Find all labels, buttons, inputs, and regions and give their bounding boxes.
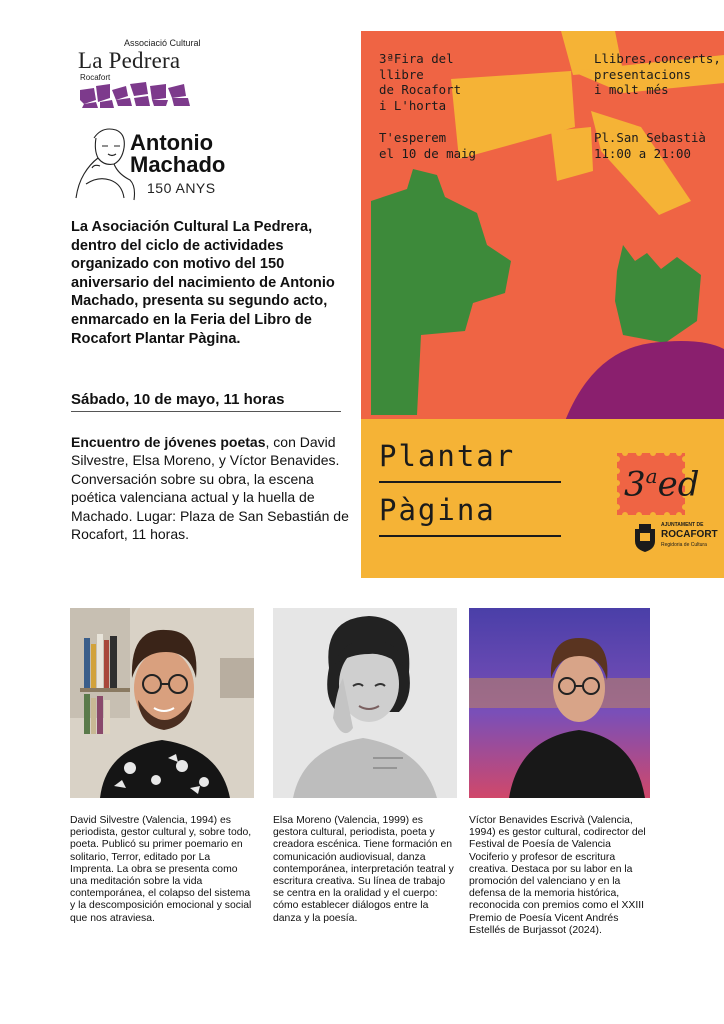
- machado-name: [130, 132, 225, 176]
- bio-elsa-moreno: Elsa Moreno (Valencia, 1999) es gestora cultural, periodista, poeta y creadora escénica. Tiene formación en comunicación audiovisual, danza contemporánea, interpretación teatral y escritura creativa. Su línea de trabajo se centra en la oralidad y el cuerpo: cómo establecer diálogos entre la danza y la poesía.: [273, 815, 454, 924]
- edition-number: 3: [624, 464, 646, 505]
- association-place: Rocafort: [80, 73, 111, 82]
- machado-years: 150 ANYS: [147, 180, 216, 196]
- edition-superscript: a: [645, 464, 658, 488]
- bio-victor-benavides: Víctor Benavides Escrivà (Valencia, 1994) es gestor cultural, codirector del Festival de Poesía de Valencia Vociferio y profesor de escritura creativa. Destaca por su labor en la promoción del valenciano y en la defensa de la memoria histórica, reconocida con premios como el XXIII Premio de Poesía Vicent Andrés Estellés de Burjassot (2024).: [469, 815, 646, 936]
- event-date: Sábado, 10 de mayo, 11 horas: [71, 391, 285, 408]
- event-title: Encuentro de jóvenes poetas: [71, 434, 266, 450]
- photo-elsa-moreno: [273, 608, 457, 798]
- event-body: , con David Silvestre, Elsa Moreno, y Víctor Benavides. Conversación sobre su obra, la escena poética valenciana actual y la huella de Machado. Lugar: Plaza de San Sebastián de Rocafort, 11 horas.: [71, 434, 349, 543]
- sponsor-small: AJUNTAMENT DE: [661, 522, 704, 528]
- poster-title-line1: Plantar: [379, 439, 516, 473]
- poster-title-rule2: [379, 535, 561, 537]
- poster-date: T'esperem el 10 de maig: [379, 130, 476, 161]
- town-crest-icon: [631, 523, 659, 553]
- poster-title-rule1: [379, 481, 561, 483]
- intro-paragraph: La Asociación Cultural La Pedrera, dentro del ciclo de actividades organizado con motivo del 150 aniversario del nacimiento de Antonio Machado, presenta su segundo acto, enmarcado en la Feria del Libro de Rocafort Plantar Pàgina.: [71, 219, 335, 347]
- event-description: [71, 433, 351, 543]
- photo-david-silvestre: [70, 608, 254, 798]
- bio-david-silvestre: David Silvestre (Valencia, 1994) es periodista, gestor cultural y, sobre todo, poeta. Publicó su primer poemario en solitario, Terror, editado por La Imprenta. La obra se presenta como una meditación sobre la vida contemporánea, el colapso del sistema y la descomposición emocional y social que nos atraviesa.: [70, 815, 252, 924]
- fair-poster: [361, 31, 724, 578]
- sponsor-name: ROCAFORT: [661, 529, 718, 540]
- poster-activities: Llibres,concerts, presentacions i molt més: [594, 51, 721, 97]
- machado-portrait-sketch: [72, 124, 138, 204]
- mosaic-logo-icon: [80, 80, 192, 108]
- sponsor-dept: Regidoria de Cultura: [661, 542, 707, 548]
- poster-title-line2: Pàgina: [379, 493, 496, 527]
- machado-name-line1: Antonio: [130, 130, 214, 155]
- photo-victor-benavides: [469, 608, 650, 798]
- poster-location-time: Pl.San Sebastià 11:00 a 21:00: [594, 130, 706, 161]
- edition-label: [624, 464, 699, 504]
- association-label: Associació Cultural: [124, 38, 201, 48]
- machado-name-line2: Machado: [130, 152, 226, 177]
- association-name: La Pedrera: [78, 48, 181, 73]
- poster-fair-title: 3ªFira del llibre de Rocafort i L'horta: [379, 51, 462, 113]
- edition-suffix: ed: [657, 464, 700, 505]
- divider: [71, 411, 341, 412]
- poster-title-band: [361, 419, 724, 578]
